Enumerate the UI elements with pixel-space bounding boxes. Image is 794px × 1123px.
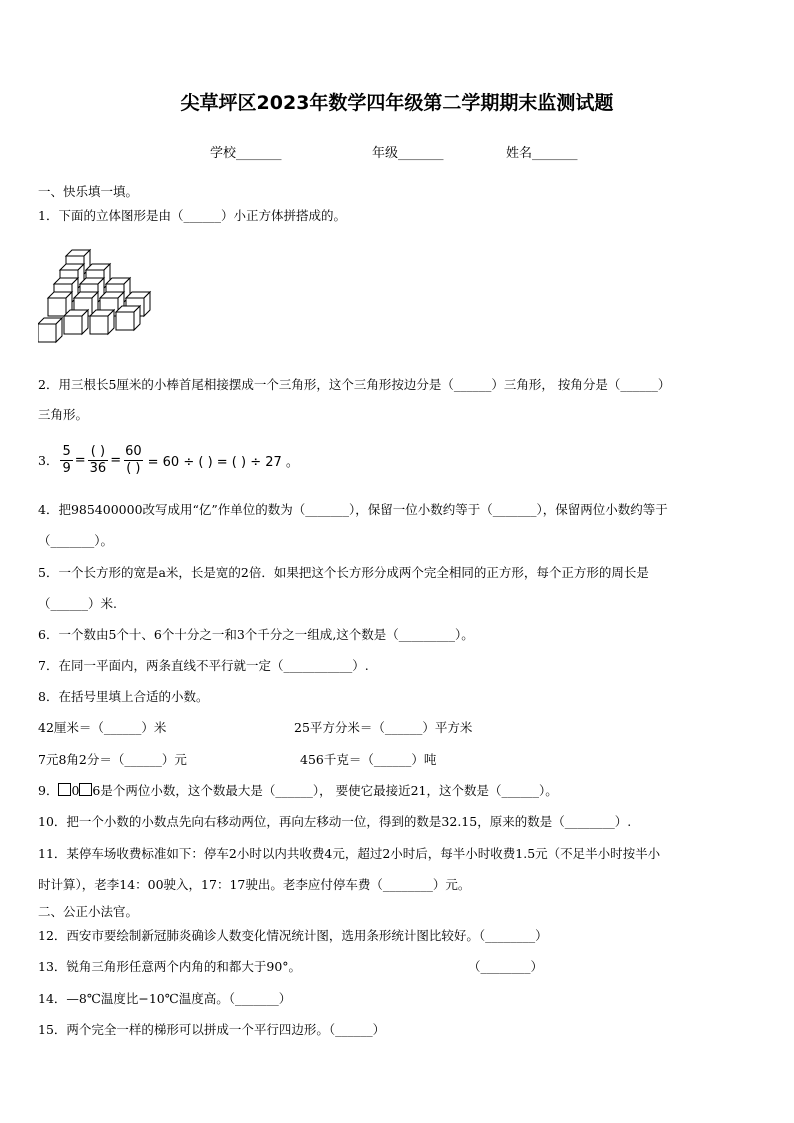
question-9: [38, 782, 558, 800]
digit-box-icon: [58, 783, 71, 796]
question-11-line-1: 11．某停车场收费标准如下：停车2小时以内共收费4元，超过2小时后，每半小时收费1.5元（不足半小时按半小: [38, 846, 661, 861]
question-2-line-1: 2．用三根长5厘米的小棒首尾相接摆成一个三角形，这个三角形按边分是（______）三角形， 按角分是（______）: [38, 377, 671, 392]
equals-sign: =: [110, 452, 122, 468]
question-8: 8．在括号里填上合适的小数。: [38, 689, 209, 704]
question-7: 7．在同一平面内，两条直线不平行就一定（___________）.: [38, 658, 369, 673]
question-9-digit: 0: [71, 783, 80, 798]
question-3: [38, 440, 299, 480]
question-9-rest: 6是个两位小数，这个数最大是（______）， 要使它最接近21，这个数是（______）。: [92, 783, 558, 798]
page-title: 尖草坪区2023年数学四年级第二学期期末监测试题: [180, 92, 614, 114]
question-14: 14．—8℃温度比−10℃温度高。（_______）: [38, 991, 292, 1006]
fraction-denominator: 36: [89, 460, 107, 476]
name-field: 姓名_______: [506, 146, 578, 161]
question-12: 12．西安市要绘制新冠肺炎确诊人数变化情况统计图，选用条形统计图比较好。（________）: [38, 928, 548, 943]
fraction-denominator: 9: [62, 460, 71, 476]
question-5-line-1: 5．一个长方形的宽是a米，长是宽的2倍．如果把这个长方形分成两个完全相同的正方形，每个正方形的周长是: [38, 565, 649, 580]
question-6: 6．一个数由5个十、6个十分之一和3个千分之一组成,这个数是（_________）。: [38, 627, 474, 642]
question-4-line-1: 4．把985400000改写成用“亿”作单位的数为（_______），保留一位小数约等于（_______），保留两位小数约等于: [38, 502, 668, 517]
question-15: 15．两个完全一样的梯形可以拼成一个平行四边形。（______）: [38, 1022, 386, 1037]
fraction-numerator: 5: [62, 443, 71, 459]
fraction-5-9: [60, 444, 72, 477]
question-11-line-2: 时计算），老李14：00驶入，17：17驶出。老李应付停车费（________）元。: [38, 877, 471, 892]
question-9-number: 9．: [38, 783, 59, 798]
section-heading-1: 一、快乐填一填。: [38, 184, 139, 199]
cube-stack-figure: [38, 246, 162, 346]
fraction-numerator: 60: [125, 443, 142, 459]
question-13: 13．锐角三角形任意两个内角的和都大于90°。: [38, 959, 302, 974]
question-4-line-2: （_______）。: [38, 533, 114, 548]
fraction-numerator: ( ): [90, 443, 106, 459]
section-heading-2: 二、公正小法官。: [38, 904, 139, 919]
question-8c: 7元8角2分＝（______）元: [38, 752, 187, 767]
question-8b: 25平方分米＝（______）平方米: [294, 720, 473, 735]
question-8a: 42厘米＝（______）米: [38, 720, 167, 735]
question-13-answer: （________）: [468, 959, 544, 974]
fraction-denominator: ( ): [126, 460, 141, 476]
digit-box-icon: [79, 783, 92, 796]
question-8d: 456千克＝（______）吨: [300, 752, 437, 767]
fraction-blank-36: [88, 444, 109, 477]
question-2-line-2: 三角形。: [38, 407, 89, 422]
question-3-rest: = 60 ÷ ( ) = ( ) ÷ 27 。: [147, 454, 299, 470]
question-5-line-2: （______）米.: [38, 596, 117, 611]
fraction-60-blank: [123, 444, 144, 477]
grade-field: 年级_______: [372, 146, 444, 161]
question-10: 10．把一个小数的小数点先向右移动两位，再向左移动一位，得到的数是32.15，原来的数是（________）.: [38, 814, 632, 829]
question-3-number: 3．: [38, 453, 59, 468]
school-field: 学校_______: [210, 146, 282, 161]
equals-sign: =: [74, 452, 86, 468]
question-1: 1．下面的立体图形是由（______）小正方体拼搭成的。: [38, 208, 346, 223]
